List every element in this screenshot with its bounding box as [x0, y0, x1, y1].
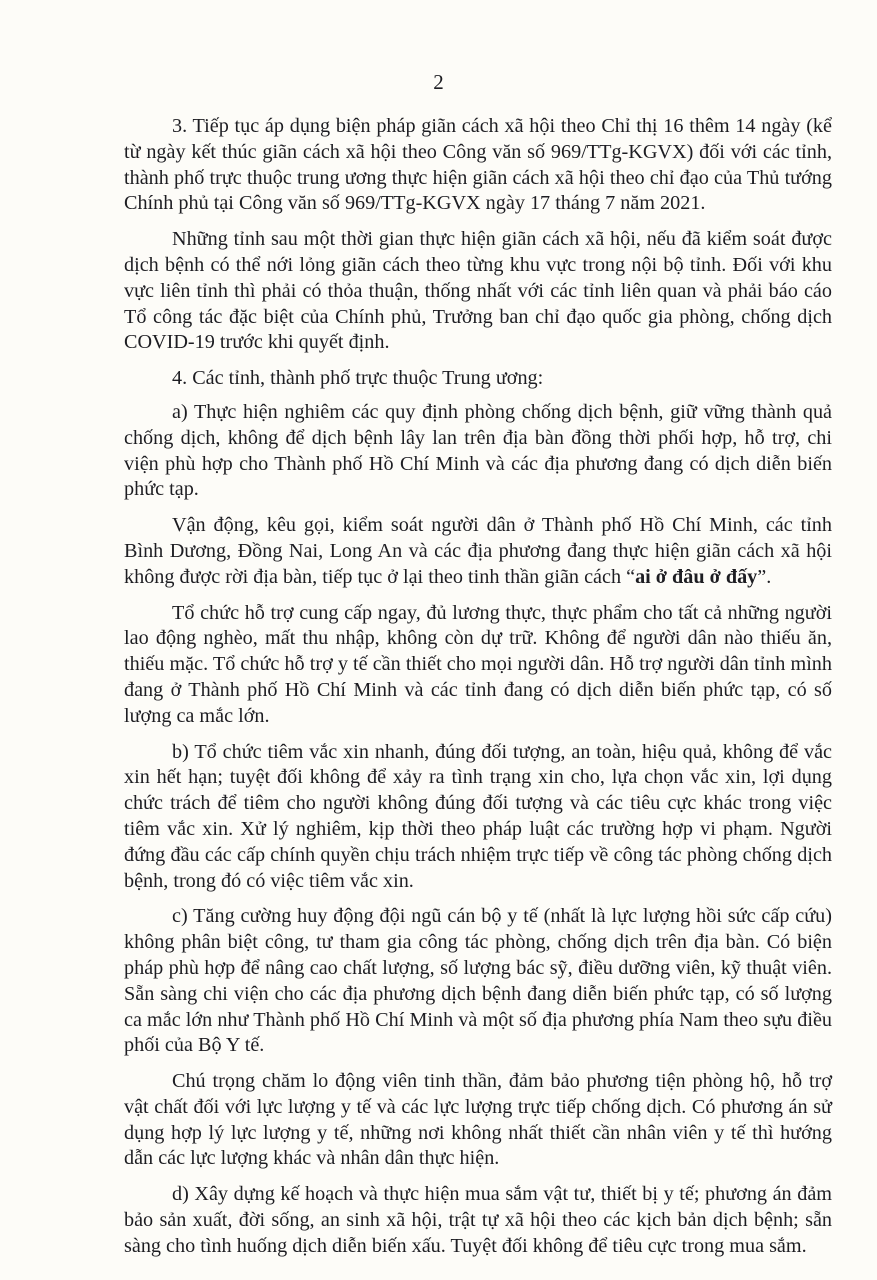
- paragraph-support: Tổ chức hỗ trợ cung cấp ngay, đủ lương thực, thực phẩm cho tất cả những người lao động nghèo, mất thu nhập, không còn dự trữ. Không để người dân nào thiếu ăn, thiếu mặc. Tổ chức hỗ trợ y tế cần thiết cho mọi người dân. Hỗ trợ người dân tỉnh mình đang ở Thành phố Hồ Chí Minh và các tỉnh đang có dịch diễn biến phức tạp, có số lượng ca mắc lớn.: [124, 601, 832, 727]
- paragraph-mobilize-text: Vận động, kêu gọi, kiểm soát người dân ở Thành phố Hồ Chí Minh, các tỉnh Bình Dương, Đồng Nai, Long An và các địa phương đang thực hiện giãn cách xã hội không được rời địa bàn, tiếp tục ở lại theo tinh thần giãn cách “: [124, 514, 832, 588]
- paragraph-4a: a) Thực hiện nghiêm các quy định phòng chống dịch bệnh, giữ vững thành quả chống dịch, không để dịch bệnh lây lan trên địa bàn đồng thời phối hợp, hỗ trợ, chi viện phù hợp cho Thành phố Hồ Chí Minh và các địa phương đang có dịch diễn biến phức tạp.: [124, 400, 832, 501]
- paragraph-provinces-relax: Những tỉnh sau một thời gian thực hiện giãn cách xã hội, nếu đã kiểm soát được dịch bệnh có thể nới lỏng giãn cách theo từng khu vực trong nội bộ tỉnh. Đối với khu vực liên tỉnh thì phải có thỏa thuận, thống nhất với các tỉnh liên quan và phải báo cáo Tổ công tác đặc biệt của Chính phủ, Trưởng ban chỉ đạo quốc gia phòng, chống dịch COVID-19 trước khi quyết định.: [124, 228, 832, 354]
- paragraph-4b: b) Tổ chức tiêm vắc xin nhanh, đúng đối tượng, an toàn, hiệu quả, không để vắc xin hết hạn; tuyệt đối không để xảy ra tình trạng xin cho, lựa chọn vắc xin, lợi dụng chức trách để tiêm cho người không đúng đối tượng và các tiêu cực khác trong việc tiêm vắc xin. Xử lý nghiêm, kịp thời theo pháp luật các trường hợp vi phạm. Người đứng đầu các cấp chính quyền chịu trách nhiệm trực tiếp về công tác phòng chống dịch bệnh, trong đó có việc tiêm vắc xin.: [124, 740, 832, 892]
- document-body: [124, 114, 832, 1270]
- paragraph-mobilize-end: ”.: [757, 565, 772, 588]
- paragraph-4c: c) Tăng cường huy động đội ngũ cán bộ y tế (nhất là lực lượng hồi sức cấp cứu) không phân biệt công, tư tham gia công tác phòng, chống dịch trên địa bàn. Có biện pháp phù hợp để nâng cao chất lượng, số lượng bác sỹ, điều dưỡng viên, kỹ thuật viên. Sẵn sàng chi viện cho các địa phương dịch bệnh đang diễn biến phức tạp, có số lượng ca mắc lớn như Thành phố Hồ Chí Minh và một số địa phương phía Nam theo sựu điều phối của Bộ Y tế.: [124, 905, 832, 1057]
- page-number: 2: [433, 70, 444, 94]
- slogan-bold: ai ở đâu ở đấy: [635, 565, 758, 588]
- paragraph-4-heading: 4. Các tỉnh, thành phố trực thuộc Trung ương:: [172, 367, 544, 390]
- paragraph-4d: d) Xây dựng kế hoạch và thực hiện mua sắm vật tư, thiết bị y tế; phương án đảm bảo sản xuất, đời sống, an sinh xã hội, trật tự xã hội theo các kịch bản dịch bệnh; sẵn sàng cho tình huống dịch diễn biến xấu. Tuyệt đối không để tiêu cực trong mua sắm.: [124, 1183, 832, 1257]
- paragraph-3: 3. Tiếp tục áp dụng biện pháp giãn cách xã hội theo Chỉ thị 16 thêm 14 ngày (kể từ ngày kết thúc giãn cách xã hội theo Công văn số 969/TTg-KGVX) đối với các tỉnh, thành phố trực thuộc trung ương thực hiện giãn cách xã hội theo chỉ đạo của Thủ tướng Chính phủ tại Công văn số 969/TTg-KGVX ngày 17 tháng 7 năm 2021.: [124, 115, 832, 215]
- paragraph-medical-care: Chú trọng chăm lo động viên tinh thần, đảm bảo phương tiện phòng hộ, hỗ trợ vật chất đối với lực lượng y tế và các lực lượng trực tiếp chống dịch. Có phương án sử dụng hợp lý lực lượng y tế, những nơi không nhất thiết cần nhân viên y tế thì hướng dẫn các lực lượng khác và nhân dân thực hiện.: [124, 1070, 832, 1170]
- paragraph-mobilize: [124, 513, 832, 590]
